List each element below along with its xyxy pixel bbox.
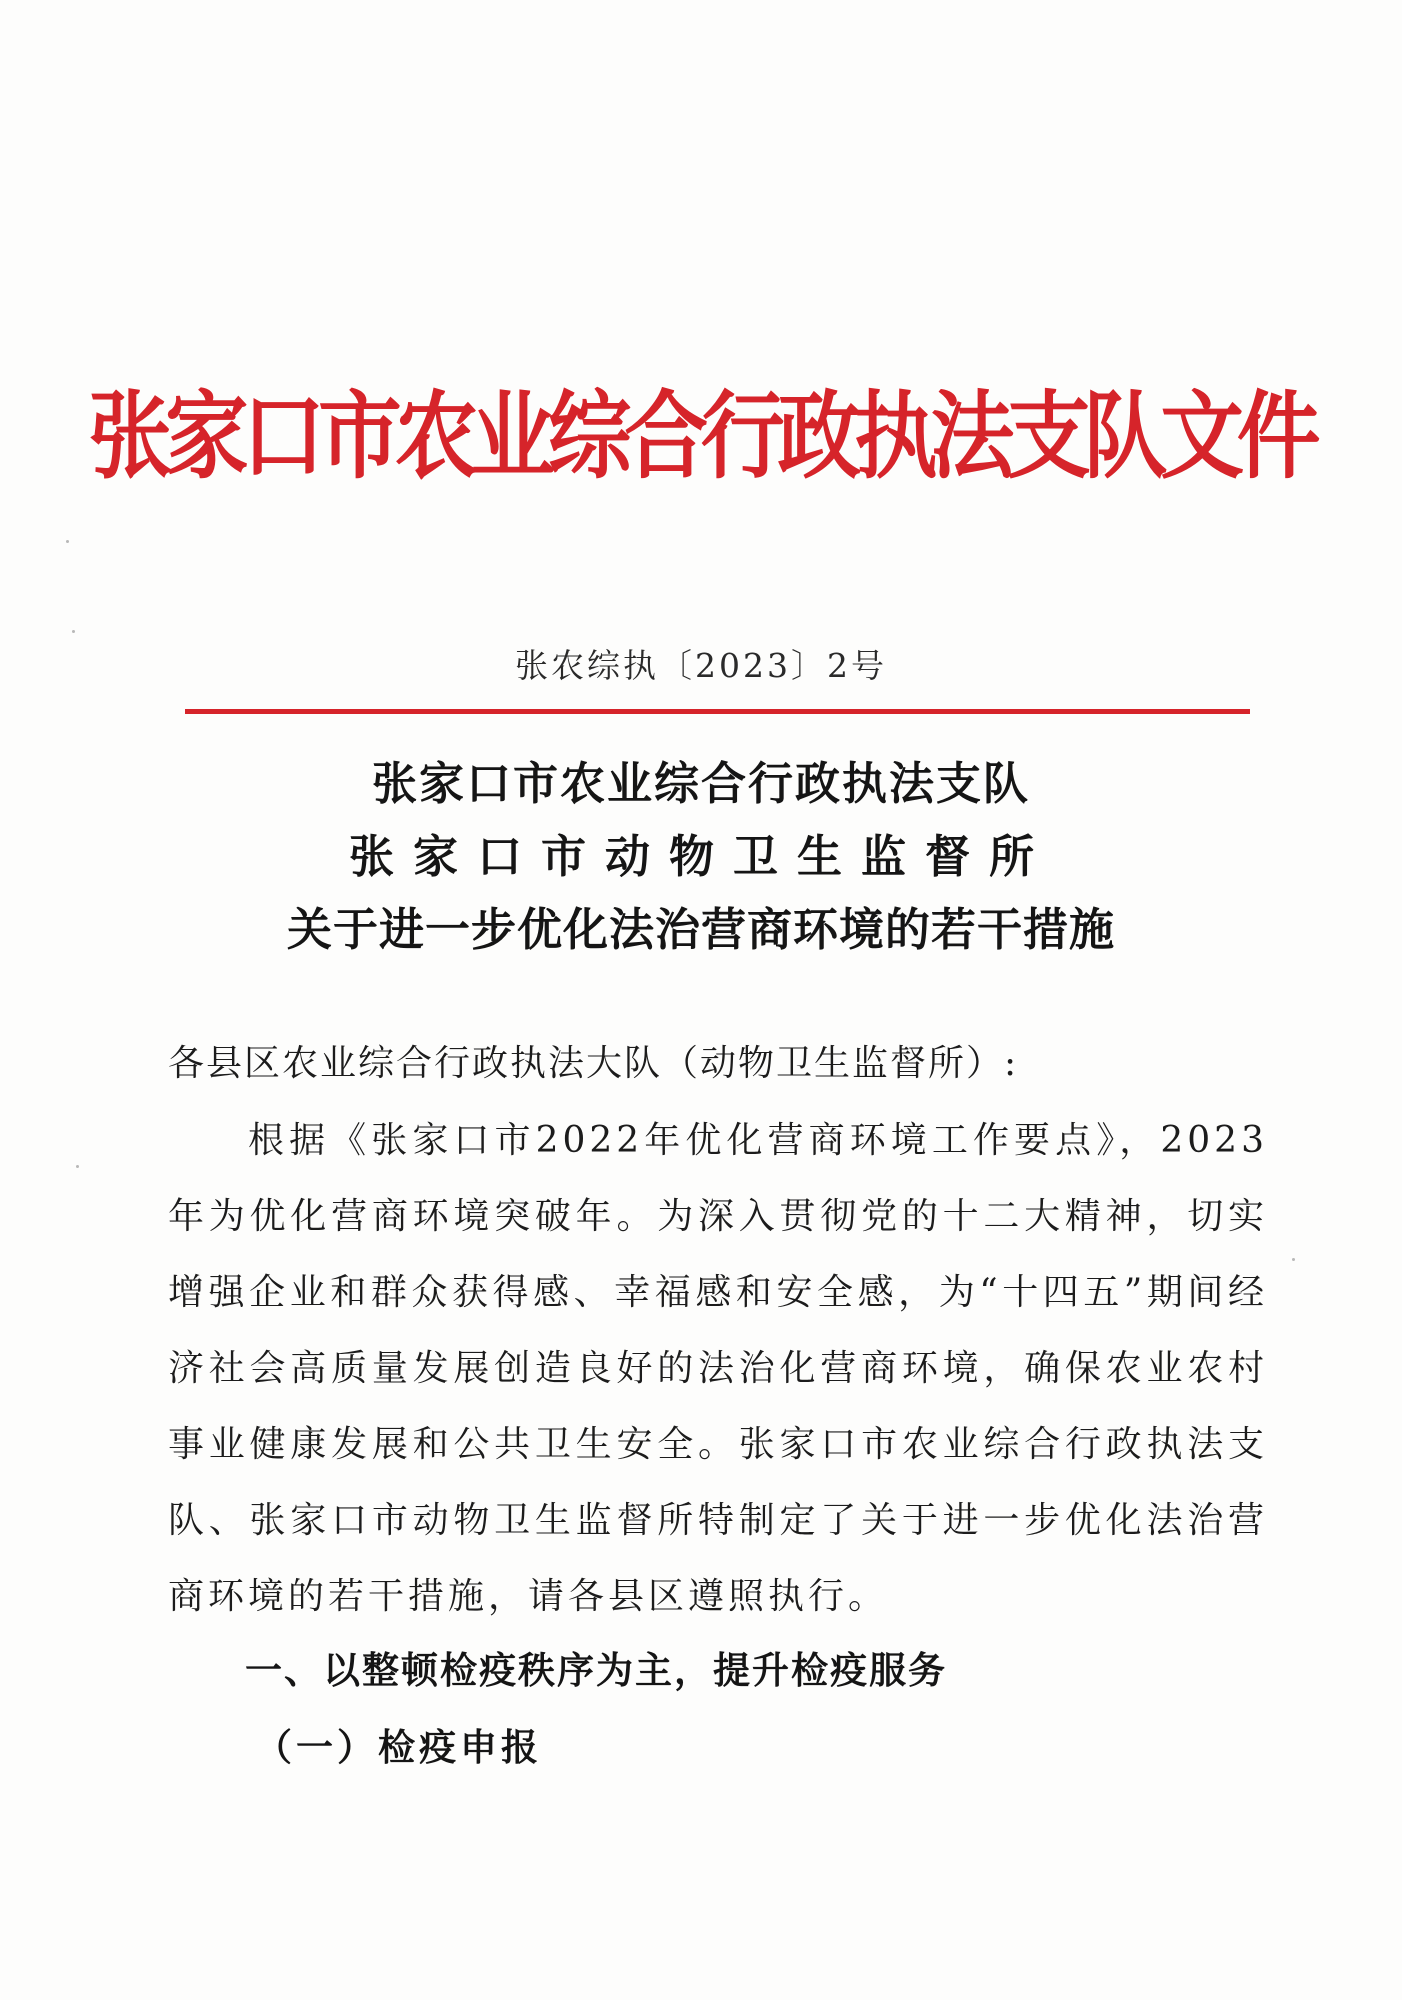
section-heading: 一、以整顿检疫秩序为主，提升检疫服务 xyxy=(245,1649,947,1692)
scan-speck xyxy=(72,630,75,633)
scan-speck xyxy=(66,540,69,543)
title-line-issuer-1: 张家口市农业综合行政执法支队 xyxy=(371,757,1030,810)
body-paragraph: 根据《张家口市2022年优化营商环境工作要点》，2023年为优化营商环境突破年。为深入贯彻党的十二大精神，切实增强企业和群众获得感、幸福感和安全感，为“十四五”期间经济社会高质量发展创造良好的法治化营商环境，确保农业农村事业健康发展和公共卫生安全。张家口市农业综合行政执法支队、张家口市动物卫生监督所特制定了关于进一步优化法治营商环境的若干措施，请各县区遵照执行。 xyxy=(168,1120,1268,1617)
subsection-heading: （一）检疫申报 xyxy=(255,1726,542,1769)
document-number: 张农综执〔2023〕2号 xyxy=(515,646,887,685)
document-header-title: 张家口市农业综合行政执法支队文件 xyxy=(88,381,1314,492)
title-line-issuer-2: 张家口市动物卫生监督所 xyxy=(348,830,1053,883)
red-divider-line xyxy=(185,709,1250,714)
salutation: 各县区农业综合行政执法大队（动物卫生监督所）: xyxy=(168,1043,1019,1084)
scan-speck xyxy=(1292,1258,1295,1261)
title-line-subject: 关于进一步优化法治营商环境的若干措施 xyxy=(286,903,1115,956)
scan-speck xyxy=(76,1165,79,1168)
